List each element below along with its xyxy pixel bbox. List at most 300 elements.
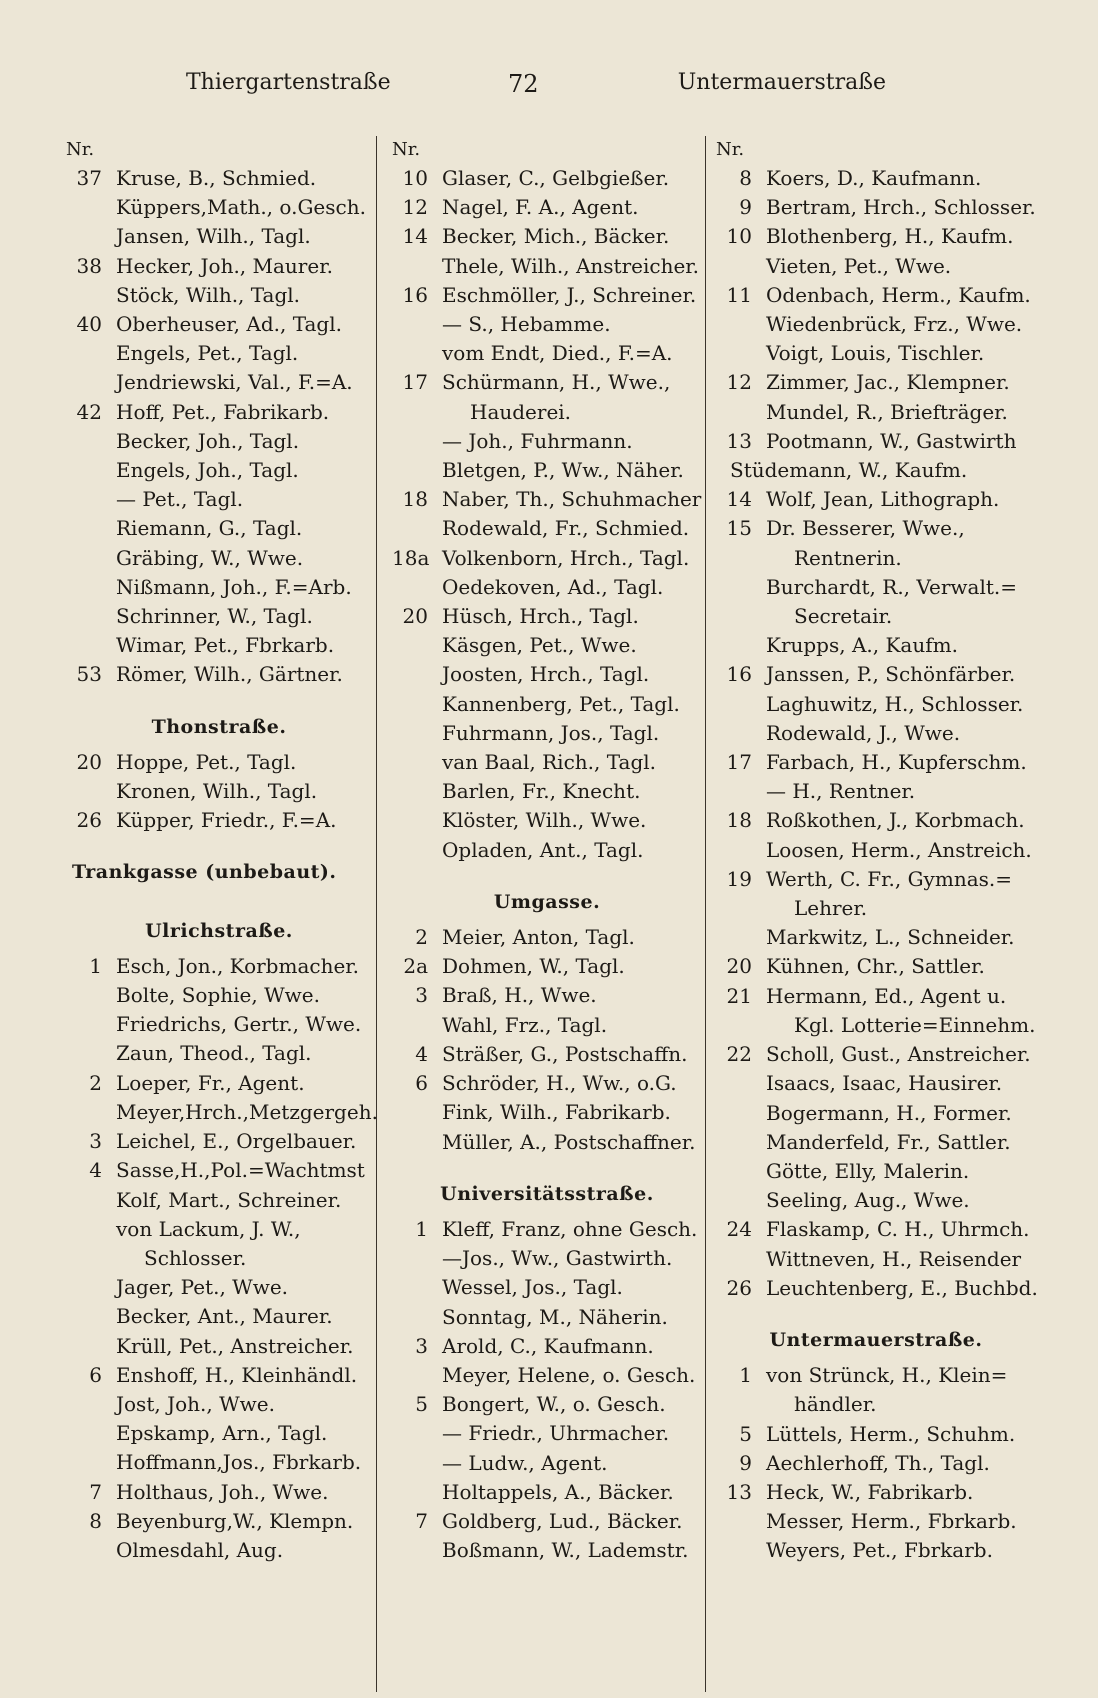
resident-text: Götte, Elly, Malerin. — [766, 1158, 970, 1183]
street-section — [716, 1303, 1036, 1566]
resident-text: — Joh., Fuhrmann. — [442, 428, 633, 453]
resident-entry — [66, 514, 372, 543]
house-number: 3 — [415, 983, 428, 1008]
house-number: 9 — [739, 1450, 752, 1475]
resident-text: Messer, Herm., Fbrkarb. — [766, 1509, 1017, 1534]
resident-text: Küppers,Math., o.Gesch. — [116, 195, 366, 220]
resident-text: — Pet., Tagl. — [116, 487, 244, 512]
resident-entry — [66, 164, 372, 193]
resident-entry — [716, 923, 1036, 952]
resident-text: Kgl. Lotterie=Einnehm. — [794, 1012, 1036, 1037]
resident-text: Lüttels, Herm., Schuhm. — [766, 1421, 1016, 1446]
resident-text: händler. — [794, 1392, 877, 1417]
house-number: 13 — [726, 428, 752, 453]
resident-entry — [392, 1098, 702, 1127]
resident-entry — [66, 310, 372, 339]
resident-text: Fuhrmann, Jos., Tagl. — [442, 720, 660, 745]
resident-entry — [716, 1157, 1036, 1186]
resident-text: Heck, W., Fabrikarb. — [766, 1479, 974, 1504]
house-number: 37 — [76, 166, 102, 190]
resident-text: Friedrichs, Gertr., Wwe. — [116, 1012, 362, 1037]
resident-entry — [716, 865, 1036, 894]
house-number: 13 — [726, 1479, 752, 1504]
house-number: 8 — [89, 1508, 102, 1533]
resident-entry — [392, 1011, 702, 1040]
resident-entry — [66, 1448, 372, 1477]
resident-text: Meyer, Helene, o. Gesch. — [442, 1362, 696, 1387]
resident-text: Enshoff, H., Kleinhändl. — [116, 1362, 358, 1387]
resident-entry — [66, 339, 372, 368]
resident-text: Wessel, Jos., Tagl. — [442, 1275, 623, 1300]
street-section — [66, 164, 372, 690]
house-number: 26 — [726, 1275, 752, 1300]
resident-entry — [392, 1449, 702, 1478]
resident-text: Bertram, Hrch., Schlosser. — [766, 195, 1036, 220]
resident-entry — [392, 1040, 702, 1069]
resident-text: Schröder, H., Ww., o.G. — [442, 1071, 677, 1096]
resident-text: von Lackum, J. W., — [116, 1216, 301, 1241]
resident-entry — [716, 1390, 1036, 1419]
resident-entry — [392, 748, 702, 777]
house-number: 2 — [89, 1070, 102, 1095]
resident-text: Pootmann, W., Gastwirth — [766, 428, 1017, 453]
resident-entry — [392, 1069, 702, 1098]
resident-entry — [66, 1010, 372, 1039]
resident-entry — [66, 281, 372, 310]
resident-entry — [66, 981, 372, 1010]
resident-text: Wiedenbrück, Frz., Wwe. — [766, 312, 1023, 337]
resident-entry — [392, 923, 702, 952]
house-number: 5 — [415, 1392, 428, 1417]
resident-entry — [716, 952, 1036, 981]
resident-text: Koers, D., Kaufmann. — [766, 166, 982, 190]
resident-entry — [392, 368, 702, 397]
resident-text: Hauderei. — [470, 399, 572, 424]
resident-entry — [716, 806, 1036, 835]
resident-text: Blothenberg, H., Kaufm. — [766, 224, 1014, 249]
resident-text: — Ludw., Agent. — [442, 1450, 608, 1475]
resident-text: Hecker, Joh., Maurer. — [116, 253, 333, 278]
resident-entry — [392, 514, 702, 543]
resident-text: Sträßer, G., Postschaffn. — [442, 1041, 688, 1066]
house-number: 18 — [402, 487, 428, 512]
house-number: 18a — [392, 545, 430, 570]
resident-entry — [392, 631, 702, 660]
street-heading: Umgasse. — [493, 890, 601, 913]
resident-text: Esch, Jon., Korbmacher. — [116, 953, 360, 978]
resident-text: Sasse,H.,Pol.=Wachtmst — [116, 1158, 365, 1183]
resident-text: Klöster, Wilh., Wwe. — [442, 808, 647, 833]
house-number: 40 — [76, 312, 102, 337]
resident-entry — [716, 1274, 1036, 1303]
resident-text: vom Endt, Died., F.=A. — [442, 341, 673, 366]
resident-text: Vieten, Pet., Wwe. — [766, 253, 952, 278]
street-section — [716, 164, 1036, 1303]
resident-entry — [66, 952, 372, 981]
resident-text: Holtappels, A., Bäcker. — [442, 1479, 674, 1504]
resident-text: Dohmen, W., Tagl. — [442, 954, 625, 979]
resident-text: Flaskamp, C. H., Uhrmch. — [766, 1217, 1030, 1242]
resident-entry — [392, 164, 702, 193]
resident-text: Sonntag, M., Näherin. — [442, 1304, 668, 1329]
resident-text: van Baal, Rich., Tagl. — [442, 750, 656, 775]
resident-entry — [716, 222, 1036, 251]
resident-entry — [716, 1040, 1036, 1069]
resident-entry — [66, 1390, 372, 1419]
nr-column-label: Nr. — [66, 139, 95, 160]
resident-text: Voigt, Louis, Tischler. — [766, 341, 985, 366]
resident-entry — [716, 836, 1036, 865]
resident-entry — [66, 1273, 372, 1302]
resident-entry — [66, 368, 372, 397]
house-number: 14 — [402, 224, 428, 249]
resident-entry — [716, 1478, 1036, 1507]
resident-text: Hoppe, Pet., Tagl. — [116, 749, 297, 774]
resident-text: Kruse, B., Schmied. — [116, 166, 317, 190]
resident-text: — Friedr., Uhrmacher. — [442, 1421, 670, 1446]
resident-entry — [716, 1507, 1036, 1536]
resident-text: Mundel, R., Briefträger. — [766, 399, 1008, 424]
resident-text: Kannenberg, Pet., Tagl. — [442, 691, 680, 716]
resident-entry — [716, 456, 1036, 485]
house-number: 7 — [89, 1479, 102, 1504]
resident-text: Barlen, Fr., Knecht. — [442, 779, 641, 804]
resident-entry — [716, 602, 1036, 631]
running-head-left: Thiergartenstraße — [186, 70, 391, 95]
resident-text: Bogermann, H., Former. — [766, 1100, 1012, 1125]
resident-text: Weyers, Pet., Fbrkarb. — [766, 1538, 993, 1563]
resident-text: Becker, Ant., Maurer. — [116, 1304, 333, 1329]
house-number: 24 — [726, 1217, 752, 1242]
resident-text: Rentnerin. — [794, 545, 902, 570]
resident-entry — [716, 281, 1036, 310]
resident-text: Opladen, Ant., Tagl. — [442, 837, 644, 862]
resident-entry — [66, 1098, 378, 1127]
street-section — [392, 1157, 702, 1566]
resident-text: Becker, Mich., Bäcker. — [442, 224, 670, 249]
resident-entry — [392, 1419, 702, 1448]
resident-entry — [392, 1244, 702, 1273]
resident-text: Fink, Wilh., Fabrikarb. — [442, 1100, 671, 1125]
resident-text: Gräbing, W., Wwe. — [116, 545, 304, 570]
resident-text: Wolf, Jean, Lithograph. — [766, 487, 1000, 512]
nr-column-label: Nr. — [716, 139, 745, 160]
resident-text: Dr. Besserer, Wwe., — [766, 516, 965, 541]
resident-entry — [716, 719, 1036, 748]
resident-text: Bongert, W., o. Gesch. — [442, 1392, 666, 1417]
house-number: 22 — [726, 1042, 752, 1067]
resident-entry — [392, 456, 702, 485]
resident-text: Olmesdahl, Aug. — [116, 1537, 284, 1562]
resident-entry — [716, 1449, 1036, 1478]
house-number: 1 — [739, 1363, 752, 1388]
resident-entry — [66, 777, 372, 806]
resident-text: Zimmer, Jac., Klempner. — [766, 370, 1010, 395]
resident-text: Engels, Joh., Tagl. — [116, 458, 299, 483]
column-rule — [705, 136, 706, 1692]
resident-text: Thele, Wilh., Anstreicher. — [442, 253, 700, 278]
resident-entry — [716, 660, 1036, 689]
house-number: 12 — [726, 370, 752, 395]
resident-entry — [66, 485, 372, 514]
resident-entry — [392, 427, 702, 456]
resident-entry — [392, 952, 702, 981]
resident-entry — [66, 1332, 372, 1361]
column-3 — [716, 136, 1036, 1566]
resident-entry — [66, 1039, 372, 1068]
resident-entry — [716, 573, 1036, 602]
house-number: 38 — [76, 253, 102, 278]
street-heading: Untermauerstraße. — [769, 1328, 983, 1351]
resident-text: Loeper, Fr., Agent. — [116, 1070, 305, 1095]
resident-entry — [716, 1011, 1036, 1040]
resident-text: Lehrer. — [794, 896, 868, 921]
resident-text: Seeling, Aug., Wwe. — [766, 1188, 970, 1213]
house-number: 8 — [739, 166, 752, 190]
house-number: 15 — [726, 516, 752, 541]
resident-text: Schürmann, H., Wwe., — [442, 370, 671, 395]
resident-entry — [716, 1536, 1036, 1565]
resident-text: Werth, C. Fr., Gymnas.= — [766, 866, 1012, 891]
house-number: 20 — [76, 749, 102, 774]
resident-text: Schlosser. — [144, 1245, 247, 1270]
house-number: 2a — [403, 954, 428, 979]
resident-entry — [66, 1536, 372, 1565]
resident-entry — [66, 1156, 372, 1185]
house-number: 14 — [726, 487, 752, 512]
resident-text: — H., Rentner. — [766, 779, 916, 804]
resident-text: Beyenburg,W., Klempn. — [116, 1508, 354, 1533]
resident-text: Jendriewski, Val., F.=A. — [116, 370, 353, 395]
resident-text: Burchardt, R., Verwalt.= — [766, 574, 1017, 599]
resident-text: Naber, Th., Schuhmacher — [442, 487, 702, 512]
house-number: 12 — [402, 195, 428, 220]
nr-column-label: Nr. — [392, 139, 421, 160]
resident-entry — [392, 1536, 702, 1565]
resident-entry — [66, 1419, 372, 1448]
column-1 — [66, 136, 378, 1565]
resident-entry — [716, 368, 1036, 397]
resident-entry — [392, 690, 702, 719]
resident-text: Jost, Joh., Wwe. — [116, 1391, 275, 1416]
house-number: 21 — [726, 983, 752, 1008]
street-section — [392, 164, 702, 865]
resident-entry — [66, 748, 372, 777]
resident-text: Manderfeld, Fr., Sattler. — [766, 1129, 1011, 1154]
resident-text: Farbach, H., Kupferschm. — [766, 750, 1027, 775]
resident-entry — [392, 602, 702, 631]
resident-text: Joosten, Hrch., Tagl. — [442, 662, 650, 687]
house-number: 42 — [76, 399, 102, 424]
resident-text: Krupps, A., Kaufm. — [766, 633, 958, 658]
resident-text: Hüsch, Hrch., Tagl. — [442, 604, 639, 629]
resident-entry — [716, 1361, 1036, 1390]
resident-text: Bletgen, P., Ww., Näher. — [442, 458, 684, 483]
resident-text: Wimar, Pet., Fbrkarb. — [116, 633, 335, 658]
resident-entry — [66, 1478, 372, 1507]
house-number: 3 — [89, 1129, 102, 1154]
resident-text: —Jos., Ww., Gastwirth. — [442, 1246, 673, 1271]
running-head-right: Untermauerstraße — [677, 70, 886, 95]
resident-entry — [716, 485, 1036, 514]
house-number: 4 — [89, 1158, 102, 1183]
resident-text: Riemann, G., Tagl. — [116, 516, 303, 541]
resident-entry — [392, 1128, 702, 1157]
resident-entry — [66, 456, 372, 485]
house-number: 53 — [76, 662, 102, 687]
resident-text: Oedekoven, Ad., Tagl. — [442, 574, 664, 599]
house-number: 1 — [89, 953, 102, 978]
resident-entry — [392, 1332, 702, 1361]
house-number: 10 — [402, 166, 428, 190]
resident-entry — [66, 631, 372, 660]
resident-text: Janssen, P., Schönfärber. — [766, 662, 1016, 687]
house-number: 19 — [726, 866, 752, 891]
house-number: 5 — [739, 1421, 752, 1446]
resident-text: Odenbach, Herm., Kaufm. — [766, 282, 1031, 307]
resident-entry — [392, 544, 702, 573]
house-number: 18 — [726, 808, 752, 833]
resident-entry — [392, 252, 702, 281]
resident-text: Volkenborn, Hrch., Tagl. — [442, 545, 690, 570]
resident-entry — [716, 894, 1036, 923]
street-section — [66, 690, 372, 836]
resident-entry — [392, 719, 702, 748]
resident-text: Nagel, F. A., Agent. — [442, 195, 639, 220]
resident-text: Wahl, Frz., Tagl. — [442, 1012, 608, 1037]
resident-text: Holthaus, Joh., Wwe. — [116, 1479, 329, 1504]
resident-entry — [66, 660, 372, 689]
resident-entry — [392, 398, 702, 427]
street-section — [66, 835, 372, 893]
house-number: 2 — [415, 925, 428, 950]
resident-entry — [716, 310, 1036, 339]
house-number: 20 — [402, 604, 428, 629]
resident-entry — [66, 1302, 372, 1331]
house-number: 7 — [415, 1508, 428, 1533]
resident-text: Secretair. — [794, 604, 893, 629]
resident-entry — [716, 427, 1036, 456]
house-number: 6 — [89, 1362, 102, 1387]
resident-entry — [392, 1215, 702, 1244]
resident-entry — [66, 1244, 372, 1273]
house-number: 10 — [726, 224, 752, 249]
resident-text: Hermann, Ed., Agent u. — [766, 983, 1007, 1008]
resident-entry — [716, 252, 1036, 281]
resident-entry — [392, 222, 702, 251]
resident-entry — [716, 1128, 1036, 1157]
resident-text: — S., Hebamme. — [442, 312, 611, 337]
street-heading: Universitätsstraße. — [440, 1182, 654, 1205]
column-rule — [376, 136, 377, 1692]
resident-text: Kronen, Wilh., Tagl. — [116, 779, 318, 804]
resident-entry — [66, 427, 372, 456]
resident-entry — [66, 1507, 372, 1536]
resident-entry — [392, 981, 702, 1010]
resident-entry — [66, 1069, 372, 1098]
resident-entry — [392, 1361, 702, 1390]
house-number: 16 — [402, 282, 428, 307]
street-heading: Trankgasse (unbebaut). — [72, 861, 337, 884]
resident-entry — [392, 777, 702, 806]
resident-entry — [392, 806, 702, 835]
resident-entry — [66, 544, 372, 573]
resident-text: Braß, H., Wwe. — [442, 983, 597, 1008]
resident-entry — [716, 193, 1036, 222]
column-2 — [392, 136, 702, 1565]
resident-entry — [66, 573, 372, 602]
resident-text: Leuchtenberg, E., Buchbd. — [766, 1275, 1038, 1300]
resident-entry — [66, 222, 372, 251]
resident-entry — [392, 1273, 702, 1302]
resident-text: Leichel, E., Orgelbauer. — [116, 1129, 357, 1154]
resident-text: Loosen, Herm., Anstreich. — [766, 837, 1032, 862]
resident-entry — [66, 602, 372, 631]
page-number: 72 — [508, 70, 539, 98]
running-head — [186, 70, 886, 104]
resident-text: Hoffmann,Jos., Fbrkarb. — [116, 1450, 362, 1475]
resident-entry — [716, 1186, 1036, 1215]
resident-text: Kühnen, Chr., Sattler. — [766, 954, 985, 979]
resident-text: Roßkothen, J., Korbmach. — [766, 808, 1025, 833]
house-number: 26 — [76, 808, 102, 833]
street-heading: Ulrichstraße. — [145, 919, 293, 942]
resident-entry — [66, 398, 372, 427]
house-number: 3 — [415, 1333, 428, 1358]
resident-text: Eschmöller, J., Schreiner. — [442, 282, 697, 307]
resident-entry — [392, 281, 702, 310]
resident-entry — [716, 1245, 1036, 1274]
resident-entry — [716, 1099, 1036, 1128]
resident-entry — [392, 1390, 702, 1419]
resident-text: Rodewald, J., Wwe. — [766, 720, 961, 745]
resident-entry — [392, 1303, 702, 1332]
house-number: 17 — [726, 750, 752, 775]
resident-text: Markwitz, L., Schneider. — [766, 925, 1015, 950]
resident-text: Jansen, Wilh., Tagl. — [116, 224, 311, 249]
resident-entry — [66, 1186, 372, 1215]
resident-text: Käsgen, Pet., Wwe. — [442, 633, 637, 658]
resident-entry — [392, 573, 702, 602]
resident-entry — [392, 193, 702, 222]
resident-entry — [66, 252, 372, 281]
resident-text: Rodewald, Fr., Schmied. — [442, 516, 690, 541]
resident-entry — [66, 806, 372, 835]
resident-text: Kolf, Mart., Schreiner. — [116, 1187, 342, 1212]
resident-entry — [392, 310, 702, 339]
resident-entry — [392, 1478, 702, 1507]
resident-entry — [716, 1215, 1036, 1244]
resident-text: Römer, Wilh., Gärtner. — [116, 662, 343, 687]
resident-entry — [716, 690, 1036, 719]
resident-text: Arold, C., Kaufmann. — [442, 1333, 654, 1358]
resident-text: Jager, Pet., Wwe. — [116, 1275, 289, 1300]
resident-text: Hoff, Pet., Fabrikarb. — [116, 399, 330, 424]
resident-entry — [716, 1069, 1036, 1098]
resident-text: Bolte, Sophie, Wwe. — [116, 983, 320, 1008]
resident-text: Kleff, Franz, ohne Gesch. — [442, 1216, 698, 1241]
resident-text: Epskamp, Arn., Tagl. — [116, 1421, 328, 1446]
street-section — [66, 894, 378, 1565]
resident-text: Müller, A., Postschaffner. — [442, 1129, 696, 1154]
resident-text: von Strünck, H., Klein= — [766, 1363, 1008, 1388]
resident-text: Goldberg, Lud., Bäcker. — [442, 1508, 683, 1533]
resident-text: Glaser, C., Gelbgießer. — [442, 166, 670, 190]
house-number: 6 — [415, 1071, 428, 1096]
resident-text: Meyer,Hrch.,Metzgergeh. — [116, 1099, 378, 1124]
resident-text: Stöck, Wilh., Tagl. — [116, 282, 301, 307]
resident-entry — [716, 339, 1036, 368]
